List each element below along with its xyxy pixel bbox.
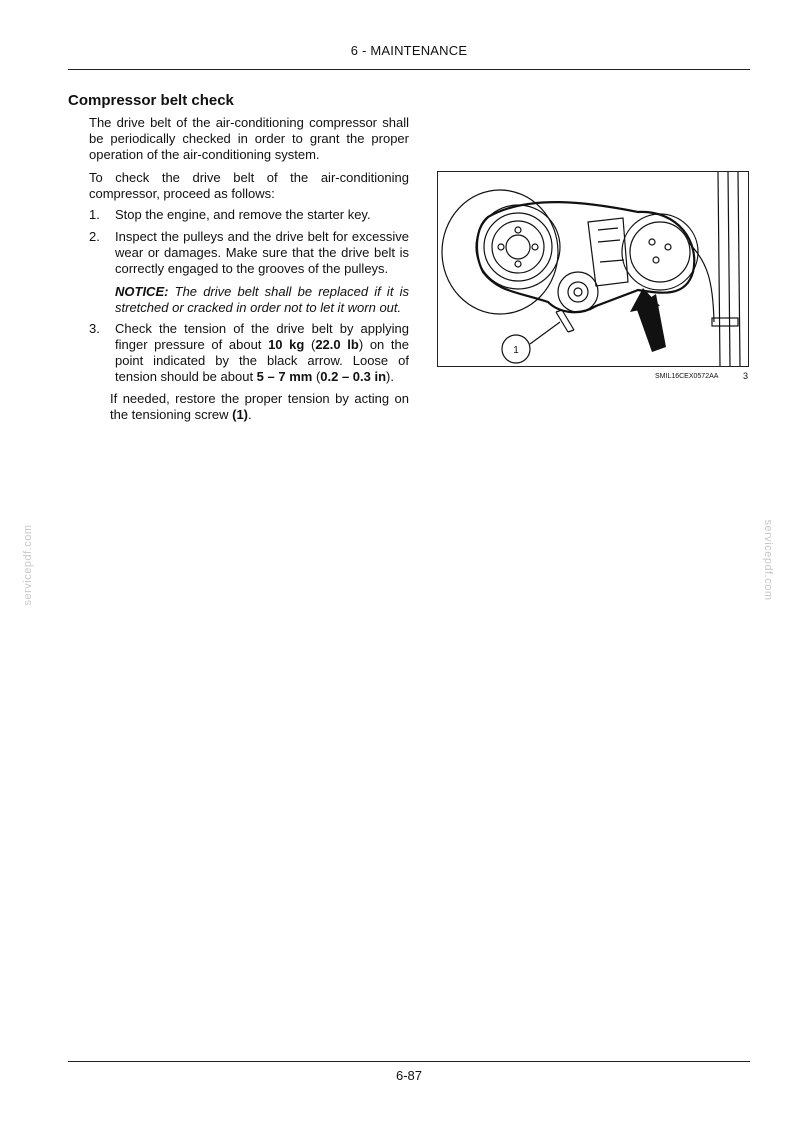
header-rule [68, 69, 750, 70]
watermark-left: servicepdf.com [22, 524, 34, 606]
followup-paragraph [110, 391, 409, 423]
procedure-lead: To check the drive belt of the air-conditioning compressor, proceed as follows: [89, 170, 409, 201]
followup-text: If needed, restore the proper tension by acting on the tensioning screw [110, 391, 409, 422]
step-text [115, 321, 409, 385]
notice-label: NOTICE: [115, 284, 169, 299]
footer-rule [68, 1061, 750, 1062]
belt-drive-illustration [438, 172, 748, 366]
header-title: 6 - MAINTENANCE [350, 43, 468, 58]
callout-leader [530, 322, 560, 344]
step-value: 22.0 lb [315, 337, 359, 352]
figure-box [437, 171, 749, 367]
followup-text: . [248, 407, 252, 422]
figure-number: 3 [743, 371, 749, 381]
pipe [718, 172, 740, 366]
step-text-part: ( [304, 337, 316, 352]
page-number: 6-87 [395, 1068, 423, 1083]
step-number: 2. [89, 229, 100, 244]
clamp [712, 318, 738, 326]
step-value: 10 kg [268, 337, 305, 352]
step-text-part: ). [386, 369, 394, 384]
step-value: 5 – 7 mm [256, 369, 313, 384]
compressor-pulley [622, 214, 698, 290]
tensioning-screw [556, 310, 574, 332]
hose [688, 242, 714, 322]
notice-text: The drive belt shall be replaced if it is stretched or cracked in order not to let it worn out. [115, 284, 409, 315]
step-text: Inspect the pulleys and the drive belt for excessive wear or damages. Make sure that the drive belt is correctly engaged to the grooves of the pulleys. [115, 229, 409, 276]
step-value: 0.2 – 0.3 in [320, 369, 387, 384]
followup-ref: (1) [232, 407, 249, 422]
figure-code: SMIL16CEX0572AA [655, 373, 719, 380]
tensioner-pulley [558, 272, 598, 312]
callout-label: 1 [513, 345, 519, 356]
drive-belt [477, 202, 694, 312]
watermark-right: servicepdf.com [762, 519, 774, 601]
step-text: Stop the engine, and remove the starter key. [115, 207, 371, 222]
step-number: 3. [89, 321, 100, 336]
intro-paragraph: The drive belt of the air-conditioning compressor shall be periodically checked in order to grant the proper operation of the air-conditioning system. [89, 115, 409, 162]
step-text-part: ) on the point indicated by the black arrow. Loose of tension should be about [115, 337, 409, 384]
section-title: Compressor belt check [68, 92, 234, 109]
step-text-part: ( [312, 369, 321, 384]
step-number: 1. [89, 207, 100, 222]
step-text-part: Check the tension of the drive belt by applying finger pressure of about [115, 321, 409, 352]
notice [115, 284, 409, 316]
